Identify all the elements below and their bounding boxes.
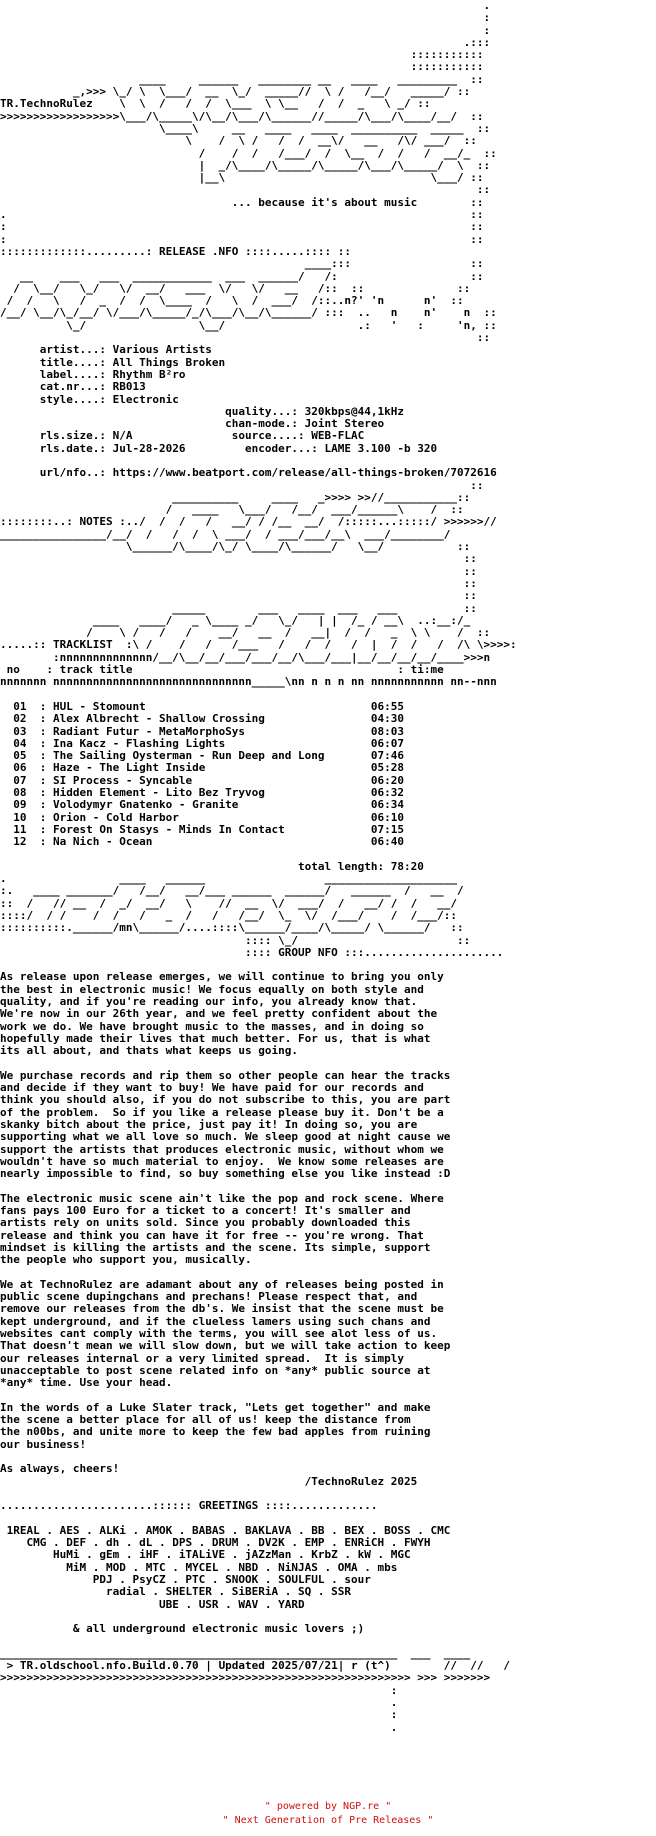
track-number: 11 [13, 822, 27, 836]
track-title: Radiant Futur - MetaMorphoSys [53, 724, 246, 738]
track-number: 03 [13, 724, 27, 738]
track-title: Forest On Stasys - Minds In Contact [53, 822, 285, 836]
track-row: 09 : Volodymyr Gnatenko - Granite 06:34 [13, 798, 405, 812]
track-number: 10 [13, 810, 27, 824]
ascii-group-right: :::..................... [344, 945, 504, 959]
track-row: 11 : Forest On Stasys - Minds In Contact 07:15 [13, 822, 405, 836]
field-artist: Various Artists [112, 343, 212, 357]
track-row: 06 : Haze - The Light Inside 05:28 [13, 761, 405, 775]
track-row: 07 : SI Process - Syncable 06:20 [13, 773, 405, 787]
track-time: 06:40 [370, 835, 405, 849]
greetings-list [0, 1524, 450, 1611]
release-nfo-heading: RELEASE .NFO [158, 244, 239, 258]
field-style: Electronic [112, 392, 179, 406]
track-time: 08:03 [370, 724, 405, 738]
track-row: 02 : Alex Albrecht - Shallow Crossing 04:30 [13, 712, 405, 726]
track-row: 04 : Ina Kacz - Flashing Lights 06:07 [13, 736, 405, 750]
total-label: total length: [298, 859, 385, 873]
ascii-tracklist-rule: nnnnnnn nnnnnnnnnnnnnnnnnnnnnnnnnnnnnn_____\nn n n n nn nnnnnnnnnnn nn--nnn [0, 675, 497, 689]
track-time: 06:20 [370, 773, 405, 787]
field-title: All Things Broken [112, 355, 226, 369]
ascii-tracklist-right: :\ / / / /___ / / / / | / / / /\ \>>>>: :nnnnnnnnnnnnnn/__/\__/__/___/___/__/\___/___|__/__/__/__/____>>>n [52, 638, 517, 664]
build-updated: Updated 2025/07/21 [218, 1659, 338, 1673]
track-time: 06:34 [370, 798, 405, 812]
ascii-notes-right: :../ / / / __/ / /__ __/ /:::::...:::::/ >>>>>>// ________________/__/ / / / \ ___/ / ___/___/__\ ___/________/ \______/\____/\_/ \____/\______/ \__/ :: :: :: :: :: _____ ___ ____ ___ ___ :: ____ ____/ _ \____ _/ \_/ | | /_ / __\ ..:__:/_ / \ / / / __/ __ / __| / / _ \ \ / :: [0, 515, 497, 640]
greetings-line: CMG . DEF . dh . dL . DPS . DRUM . DV2K . EMP . ENRiCH . FWYH [26, 1536, 431, 1550]
total-length: 78:20 [390, 859, 424, 873]
track-row: 10 : Orion - Cold Harbor 06:10 [13, 810, 405, 824]
track-row: 01 : HUL - Stomount 06:55 [13, 699, 405, 713]
track-title: HUL - Stomount [53, 699, 146, 713]
track-number: 01 [13, 699, 27, 713]
group-paragraph-3: The electronic music scene ain't like the pop and rock scene. Where fans pays 100 Euro for a ticket to a concert! It's smaller and artists rely on units sold. Since you probably downloaded this release and think you can have it for free -- you're wrong. That mindset is killing the artists and the scene. Its simple, support the people who support you, musically. [0, 1191, 444, 1267]
tracklist-heading: TRACKLIST [52, 638, 113, 652]
field-quality: 320kbps@44,1kHz [304, 404, 404, 418]
col-no: no [6, 663, 20, 677]
footer-slogan: " Next Generation of Pre Releases " [222, 1815, 434, 1826]
track-title: Na Nich - Ocean [53, 835, 153, 849]
track-time: 06:10 [370, 810, 405, 824]
track-time: 06:32 [370, 786, 405, 799]
greetings-line: UBE . USR . WAV . YARD [158, 1597, 305, 1611]
ascii-border-top: . : : .::: ::::::::::: ::::::::::: ____ ______ ________ __ ____ _________ :: _,>>> \_/ \ \___/ __ \_/ _____// \ / /__/ _____/ :: [72, 0, 491, 99]
footer [0, 1800, 656, 1828]
notes-heading: NOTES [79, 515, 113, 529]
track-title: SI Process - Syncable [53, 773, 193, 787]
track-title: Orion - Cold Harbor [53, 810, 179, 824]
tagline: ... because it's about music [231, 195, 418, 209]
field-rls-size: N/A [112, 429, 133, 443]
greetings-line: HuMi . gEm . iHF . iTALiVE . jAZzMan . KrbZ . kW . MGC [52, 1548, 411, 1562]
track-number: 05 [13, 749, 27, 763]
track-title: Hidden Element - Lito Bez Tryvog [53, 786, 265, 799]
track-number: 08 [13, 786, 27, 799]
field-url: https://www.beatport.com/release/all-things-broken/7072616 [112, 466, 497, 480]
group-nfo-heading: GROUP NFO [278, 945, 338, 959]
ascii-greet-left: .......................:::::: [0, 1499, 199, 1513]
track-time: 07:15 [370, 822, 405, 836]
ascii-rule: :::::::::::::.........: [0, 244, 159, 258]
track-title: The Sailing Oysterman - Run Deep and Long [53, 749, 325, 763]
greetings-line: radial . SHELTER . SiBERiA . SQ . SSR [105, 1585, 352, 1599]
group-signature: /TechnoRulez 2025 [304, 1474, 418, 1488]
track-title: Ina Kacz - Flashing Lights [53, 736, 226, 750]
build-label: TR.oldschool.nfo.Build.0.70 [19, 1659, 199, 1673]
ascii-build-rule-top: ____________________________________________________________ ___ ____ [0, 1646, 471, 1660]
track-number: 02 [13, 712, 27, 726]
ascii-notes-art: :: __________ ____ _>>>> >>//___________:: / ____ \___/ /__/ ___/______\ / :: [165, 478, 484, 517]
field-catnr: RB013 [112, 380, 146, 394]
field-source: WEB-FLAC [311, 429, 365, 443]
ascii-build-end: // // / >>>>>>>>>>>>>>>>>>>>>>>>>>>>>>>>>>>>>>>>>>>>>>>>>>>>>>>>>>>>>> >>> >>>>>>> : . : . [0, 1659, 510, 1734]
field-rls-date: Jul-28-2026 [112, 441, 186, 455]
track-time: 05:28 [370, 761, 405, 775]
track-row: 05 : The Sailing Oysterman - Run Deep and Long 07:46 [13, 749, 405, 763]
nfo-document: . : : .::: ::::::::::: ::::::::::: ____ ______ ________ __ ____ _________ :: _,>>> \_/ \ \___/ __ \_/ _____// \ / /__/ _____/ :: TR.TechnoRulez \ \ / / / \___ \ \__ / / _ \ _/ :: >>>>>>>>>>>>>>>>>>\___/\_____\/\__/\___/\______//_____/\___/\____/__/ :: \____\ __ ____ ____ __________ _____ :: \ / \ / / / __\/ __ /\/ ___/ :: / / / /___/ / \__ / / / __/_ :: | _/\____/\_____/\_____/\___/\_____/ \ :: |__\ \___/ :: :: ... because it's about music :: . :: : :: : :: :::::::::::::.........: RELEASE .NFO ::::.....:::: :: ____::: :: __ ___ ___ ____________ ___ ______/ /: :: / \__/ \_/ \/ __/ ___ \/ \/ __ /:: :: :: / / \ / _ / / \____ / \ / ___/ /::..n?' 'n n' :: /__/ \__/\_/__/ \/___/\_____/_/\___/\__/\______/ ::: .. n n' n :: \_/ \__/ .: ' : 'n, :: :: artist...: Various Artists title....: All Things Broken label....: Rhythm B²ro cat.nr...: RB013 style....: Electronic quality...: 320kbps@44,1kHz chan-mode.: Joint Stereo rls.size.: N/A source....: WEB-FLAC rls.date.: Jul-28-2026 encoder...: LAME 3.100 -b 320 url/nfo..: https://www.beatport.com/release/all-things-broken/7072616 :: __________ ____ _>>>> >>//___________:: / ____ \___/ /__/ ___/______\ / :: ::::::::..: NOTES :../ / / / __/ / /__ __/ /:::::...:::::/ >>>>>>// ________________/__/ / / / \ ___/ / ___/___/__\ ___/________/ \______/\____/\_/ \____/\______/ \__/ :: :: :: :: :: _____ ___ ____ ___ ___ :: ____ ____/ _ \____ _/ \_/ | | /_ / __\ ..:__:/_ / \ / / / __/ __ / __| / / _ \ \ / :: .....:: TRACKLIST :\ / / / /___ / / / / | / / / /\ \>>>>: :nnnnnnnnnnnnnn/__/\__/__/___/___/__/\___/___|__/__/__/__/____>>>n no : track title : ti:me nnnnnnn nnnnnnnnnnnnnnnnnnnnnnnnnnnnnn_____\nn n n n nn nnnnnnnnnnn nn--nnn 01 : HUL - Stomount 06:55 02 : Alex Albrecht - Shallow Crossing 04:30 03 : Radiant Futur - MetaMorphoSys 08:03 04 : Ina Kacz - Flashing Lights 06:07 05 : The Sailing Oysterman - Run Deep and Long 07:46 06 : Haze - The Light Inside 05:28 07 : SI Process - Syncable 06:20 08 : Hidden Element - Lito Bez Tryvog 06:32 09 : Volodymyr Gnatenko - Granite 06:34 10 : Orion - Cold Harbor 06:10 11 : Forest On Stasys - Minds In Contact 07:15 12 : Na Nich - Ocean 06:40 total length: 78:20 . ____ ______ ____________________ :. ____ _______/ /__/ __/___ ______ ______/ ______ / __ / :: / // __ / _/ __/ \ // __ \/ ___/ / __/ / / __/ ::::/ / / / / / _ / / /__/ \_ \/ /___/ / /___/:: ::::::::::.______/mn\______/....::::\______/____/\_____/ \______/ :: :::: \_/ :: :::: GROUP NFO :::..................... As release upon release emerges, we will continue to bring you only the best in electronic music! We focus equally on both style and quality, and if you're reading our info, you already know that. We're now in our 26th year, and we feel pretty confident about the work we do. We have brought music to the masses, and in doing so hopefully made their lives that much better. For us, that is what its all about, and thats what keeps us going. We purchase records and rip them so other people can hear the tracks and decide if they want to buy! We have paid for our records and think you should also, if you do not subscribe to this, you are part of the problem. So if you like a release please buy it. Don't be a skanky bitch about the price, just pay it! In doing so, you are supporting what we all love so much. We sleep good at night cause we support the artists that produces electronic music, without whom we wouldn't have so much material to enjoy. We know some releases are nearly impossible to find, so buy something else you like instead :D The electronic music scene ain't like the pop and rock scene. Where fans pays 100 Euro for a ticket to a concert! It's smaller and artists rely on units sold. Since you probably downloaded this release and think you can have it for free -- you're wrong. That mindset is killing the artists and the scene. Its simple, support the people who support you, musically. We at TechnoRulez are adamant about any of releases being posted in public scene dupingchans and prechans! Please respect that, and remove our releases from the db's. We insist that the scene must be kept underground, and if the clueless lamers using such chans and websites cant comply with the terms, you will see alot less of us. That doesn't mean we will slow down, but we will take action to keep our releases internal or a very limited spread. It is simply unacceptable to post scene related info on *any* public source at *any* time. Use your head. In the words of a Luke Slater track, "Lets get together" and make the scene a better place for all of us! keep the distance from the n00bs, and unite more to keep the few bad apples from ruining our business! As always, cheers! /TechnoRulez 2025 .......................:::::: GREETINGS ::::............. 1REAL . AES . ALKi . AMOK . BABAS . BAKLAVA . BB . BEX . BOSS . CMC CMG . DEF . dh . dL . DPS . DRUM . DV2K . EMP . ENRiCH . FWYH HuMi . gEm . iHF . iTALiVE . jAZzMan . KrbZ . kW . MGC MiM . MOD . MTC . MYCEL . NBD . NiNJAS . OMA . mbs PDJ . PsyCZ . PTC . SNOOK . SOULFUL . sour radial . SHELTER . SiBERiA . SQ . SSR UBE . USR . WAV . YARD & all underground electronic music lovers ;) ____________________________________________________________ ___ ____ > TR.oldschool.nfo.Build.0.70 | Updated 2025/07/21| r (t^) // // / >>>>>>>>>>>>>>>>>>>>>>>>>>>>>>>>>>>>>>>>>>>>>>>>>>>>>>>>>>>>>> >>> >>>>>>> : . : . [0, 0, 517, 1734]
build-sign: r (t^) [351, 1659, 391, 1673]
ascii-rule-end: ::::.....:::: :: ____::: :: __ ___ ___ ____________ ___ ______/ /: :: / \__/ \_/ \/ __/ ___ \/ \/ __ /:: :: :: / / \ / _ / / \____ / \ / ___/ /::..n?' 'n n' :: /__/ \__/\_/__/ \/___/\_____/_/\___/\__/\______/ ::: .. n n' n :: \_/ \__/ .: ' : 'n, :: :: [0, 244, 497, 345]
ascii-group-left: :::: [0, 945, 279, 959]
group-paragraph-2: We purchase records and rip them so other people can hear the tracks and decide if they want to buy! We have paid for our records and think you should also, if you do not subscribe to this, you are part of the problem. So if you like a release please buy it. Don't be a skanky bitch about the price, just pay it! In doing so, you are supporting what we all love so much. We sleep good at night cause we support the artists that produces electronic music, without whom we wouldn't have so much material to enjoy. We know some releases are nearly impossible to find, so buy something else you like instead :D [0, 1068, 451, 1181]
track-number: 12 [13, 835, 27, 849]
track-row: 08 : Hidden Element - Lito Bez Tryvog 06:32 [13, 786, 405, 799]
group-paragraph-1: As release upon release emerges, we will continue to bring you only the best in electronic music! We focus equally on both style and quality, and if you're reading our info, you already know that. We're now in our 26th year, and we feel pretty confident about the work we do. We have brought music to the masses, and in doing so hopefully made their lives that much better. For us, that is what its all about, and thats what keeps us going. [0, 970, 444, 1058]
track-number: 09 [13, 798, 27, 812]
group-name: TR.TechnoRulez [0, 97, 93, 111]
col-title: track title [59, 663, 133, 677]
greetings-line: PDJ . PsyCZ . PTC . SNOOK . SOULFUL . sour [92, 1573, 371, 1586]
track-time: 04:30 [370, 712, 405, 726]
track-title: Alex Albrecht - Shallow Crossing [53, 712, 265, 726]
field-label: Rhythm B²ro [112, 367, 186, 381]
greetings-tail: & all underground electronic music lovers ;) [72, 1622, 365, 1636]
group-closing: As always, cheers! [0, 1462, 120, 1476]
ascii-notes-left: ::::::::..: [0, 515, 80, 529]
ascii-tracklist-left: .....:: [0, 638, 53, 652]
ascii-border-side: :: . :: : :: : :: [0, 195, 484, 246]
greetings-heading: GREETINGS [198, 1499, 259, 1513]
track-list [0, 700, 404, 848]
track-number: 04 [13, 736, 27, 750]
track-row: 12 : Na Nich - Ocean 06:40 [13, 835, 405, 849]
track-title: Haze - The Light Inside [53, 761, 206, 775]
greetings-line: 1REAL . AES . ALKi . AMOK . BABAS . BAKLAVA . BB . BEX . BOSS . CMC [6, 1523, 451, 1537]
footer-powered[interactable]: " powered by NGP.re " [264, 1801, 392, 1812]
track-time: 06:07 [370, 736, 405, 750]
group-paragraph-5: In the words of a Luke Slater track, "Lets get together" and make the scene a better place for all of us! keep the distance from the n00bs, and unite more to keep the few bad apples from ruining our business! [0, 1400, 431, 1451]
ascii-greet-right: ::::............. [264, 1499, 378, 1513]
group-paragraph-4: We at TechnoRulez are adamant about any of releases being posted in public scene dupingchans and prechans! Please respect that, and remove our releases from the db's. We insist that the scene must be kept underground, and if the clueless lamers using such chans and websites cant comply with the terms, you will see alot less of us. That doesn't mean we will slow down, but we will take action to keep our releases internal or a very limited spread. It is simply unacceptable to post scene related info on *any* public source at *any* time. Use your head. [0, 1277, 451, 1390]
track-title: Volodymyr Gnatenko - Granite [53, 798, 239, 812]
ascii-group-art: . ____ ______ ____________________ :. ____ _______/ /__/ __/___ ______ ______/ ______ / __ / :: / // __ / _/ __/ \ // __ \/ ___/ / __/ / / __/ ::::/ / / / / / _ / / /__/ \_ \/ /___/ / /___/:: ::::::::::.______/mn\______/....::::\______/____/\_____/ \______/ :: :::: \_/ :: [0, 872, 471, 947]
field-encoder: LAME 3.100 -b 320 [324, 441, 438, 455]
track-time: 06:55 [370, 699, 405, 713]
ascii-logo-top: \ \ / / / \___ \ \__ / / _ \ _/ :: >>>>>>>>>>>>>>>>>>\___/\_____\/\__/\___/\______//_____/\___/\____/__/ :: \____\ __ ____ ____ __________ _____ :: \ / \ / / / __\/ __ /\/ ___/ :: / / / /___/ / \__ / / / __/_ :: | _/\____/\_____/\_____/\___/\_____/ \ :: |__\ \___/ :: :: [0, 97, 497, 197]
greetings-line: MiM . MOD . MTC . MYCEL . NBD . NiNJAS . OMA . mbs [66, 1560, 398, 1574]
col-time: ti:me [410, 663, 444, 677]
track-number: 07 [13, 773, 27, 787]
field-chan-mode: Joint Stereo [304, 417, 385, 431]
track-row: 03 : Radiant Futur - MetaMorphoSys 08:03 [13, 724, 405, 738]
track-number: 06 [13, 761, 27, 775]
track-time: 07:46 [370, 749, 405, 763]
